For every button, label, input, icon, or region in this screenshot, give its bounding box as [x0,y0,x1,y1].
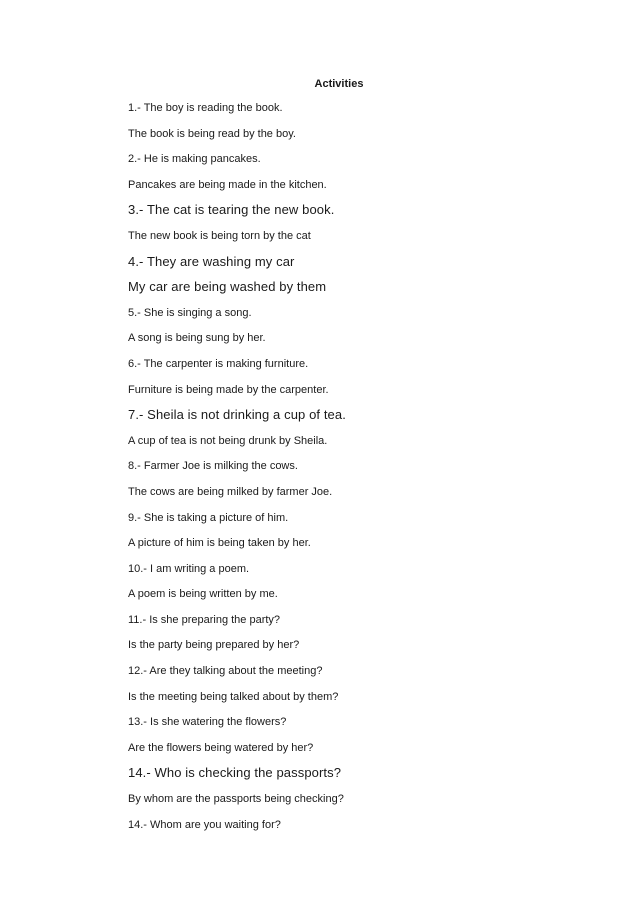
sentence-line: Are the flowers being watered by her? [128,741,314,754]
sentence-line: 5.- She is singing a song. [128,306,252,319]
sentence-line: A cup of tea is not being drunk by Sheila. [128,434,328,447]
sentence-line: 3.- The cat is tearing the new book. [128,202,335,218]
sentence-line: My car are being washed by them [128,279,327,295]
sentence-line: 4.- They are washing my car [128,253,295,269]
sentence-line: Pancakes are being made in the kitchen. [128,178,327,191]
sentence-line: 6.- The carpenter is making furniture. [128,357,309,370]
sentence-line: 2.- He is making pancakes. [128,153,261,166]
sentence-line: 1.- The boy is reading the book. [128,102,283,114]
sentence-line: Is the party being prepared by her? [128,639,300,652]
sentence-line: 14.- Whom are you waiting for? [128,818,281,831]
sentence-line: A poem is being written by me. [128,588,278,601]
sentence-line: 9.- She is taking a picture of him. [128,511,289,524]
sentence-line: Is the meeting being talked about by them? [128,690,339,703]
sentence-line: 14.- Who is checking the passports? [128,765,342,781]
sentence-line: Furniture is being made by the carpenter. [128,383,329,396]
sentence-line: 13.- Is she watering the flowers? [128,716,287,729]
sentence-line: A song is being sung by her. [128,332,266,345]
sentence-line: 8.- Farmer Joe is milking the cows. [128,460,298,473]
sentence-line: The cows are being milked by farmer Joe. [128,485,333,498]
sentence-line: 12.- Are they talking about the meeting? [128,665,323,678]
sentence-line: 11.- Is she preparing the party? [128,613,281,626]
document-title: Activities [314,78,364,90]
sentence-line: A picture of him is being taken by her. [128,537,311,550]
sentence-line: 10.- I am writing a poem. [128,562,250,575]
sentence-line: 7.- Sheila is not drinking a cup of tea. [128,407,346,423]
sentence-line: The book is being read by the boy. [128,127,296,140]
sentence-line: By whom are the passports being checking? [128,793,344,806]
sentence-line: The new book is being torn by the cat [128,229,311,242]
sentence-list [128,100,608,842]
